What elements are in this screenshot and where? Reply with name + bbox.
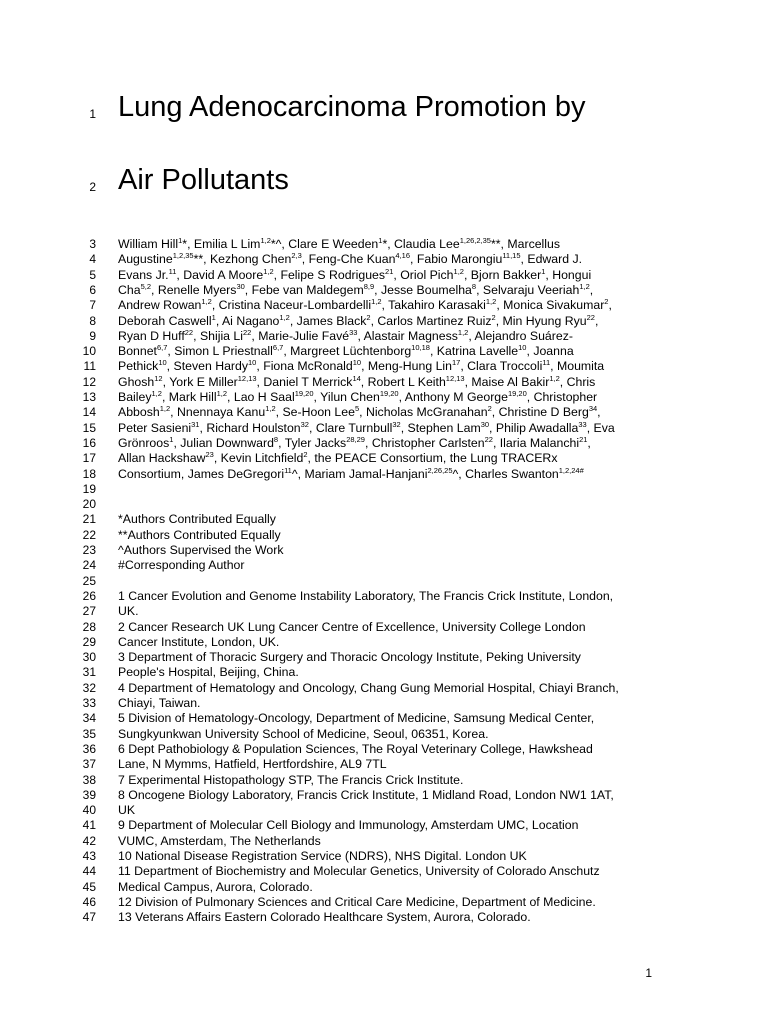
- line-number: 17: [82, 451, 96, 466]
- line-number: 42: [82, 833, 96, 848]
- manuscript-line: 10 National Disease Registration Service (NDRS), NHS Digital. London UK: [118, 849, 527, 863]
- line-number: 7: [89, 298, 96, 313]
- line-number: 37: [82, 757, 96, 772]
- manuscript-line: 11 Department of Biochemistry and Molecular Genetics, University of Colorado Anschutz: [118, 864, 600, 879]
- line-number: 43: [82, 849, 96, 863]
- line-number: 18: [82, 466, 96, 481]
- line-number: 44: [82, 864, 96, 879]
- manuscript-line: William Hill$^1$*, Emilia L Lim$^{1,2}$*^, Clare E Weeden$^1$*, Claudia Lee$^{1,26,2,35}$**, Marcellus: [118, 236, 561, 251]
- manuscript-line: 13 Veterans Affairs Eastern Colorado Healthcare System, Aurora, Colorado.: [118, 910, 531, 925]
- manuscript-line: 1 Cancer Evolution and Genome Instability Laboratory, The Francis Crick Institute, London,: [118, 588, 614, 603]
- line-number: 22: [82, 527, 96, 542]
- manuscript-line: 6 Dept Pathobiology & Population Sciences, The Royal Veterinary College, Hawkshead: [118, 741, 593, 756]
- manuscript-line: UK.: [118, 604, 139, 619]
- line-number: 39: [82, 787, 96, 802]
- line-number: 3: [89, 237, 96, 251]
- manuscript-line: Consortium, James DeGregori$^{11}$^, Mariam Jamal-Hanjani$^{2,26,25}$^, Charles Swanton$^{1,2,24\#}$: [118, 465, 584, 481]
- manuscript-line: VUMC, Amsterdam, The Netherlands: [118, 833, 321, 848]
- line-number: 6: [89, 282, 96, 297]
- line-number: 21: [82, 512, 96, 527]
- line-number: 12: [82, 374, 96, 389]
- manuscript-line: *Authors Contributed Equally: [118, 512, 276, 527]
- line-number: 41: [82, 818, 96, 833]
- line-number: 16: [82, 435, 96, 450]
- line-number: 40: [82, 803, 96, 818]
- line-number: 2: [89, 180, 96, 194]
- manuscript-line: Lane, N Mymms, Hatfield, Hertfordshire, AL9 7TL: [118, 757, 387, 772]
- manuscript-line: **Authors Contributed Equally: [118, 527, 281, 542]
- line-number: 38: [82, 772, 96, 787]
- manuscript-line: Augustine$^{1,2,35}$**, Kezhong Chen$^{2,3}$, Feng-Che Kuan$^{4,16}$, Fabio Marongiu$^{11,15}$, Edward J.: [118, 251, 583, 267]
- manuscript-line: Ghosh$^{12}$, York E Miller$^{12,13}$, Daniel T Merrick$^{14}$, Robert L Keith$^{12,13}$, Maise Al Bakir$^{1,2}$, Chris: [118, 373, 596, 389]
- manuscript-line: 8 Oncogene Biology Laboratory, Francis Crick Institute, 1 Midland Road, London NW1 1AT,: [118, 787, 614, 802]
- line-number: 29: [82, 634, 96, 649]
- line-number: 13: [82, 390, 96, 404]
- line-number: 31: [82, 665, 96, 680]
- paper-title-line-1: Lung Adenocarcinoma Promotion by: [118, 91, 586, 123]
- line-number: 10: [82, 344, 96, 359]
- manuscript-line: Chiayi, Taiwan.: [118, 696, 201, 710]
- line-number: 24: [82, 558, 96, 573]
- manuscript-line: Ryan D Huff$^{22}$, Shijia Li$^{22}$, Marie-Julie Favé$^{33}$, Alastair Magness$^{1,2}$, Alejandro Suárez-: [118, 327, 573, 343]
- line-number: 8: [89, 313, 96, 328]
- line-number: 46: [82, 894, 96, 909]
- line-number: 19: [82, 481, 96, 496]
- manuscript-line: 7 Experimental Histopathology STP, The Francis Crick Institute.: [118, 772, 464, 787]
- manuscript-line: 5 Division of Hematology-Oncology, Department of Medicine, Samsung Medical Center,: [118, 711, 595, 726]
- line-number: 26: [82, 588, 96, 603]
- manuscript-line: Cha$^{5,2}$, Renelle Myers$^{30}$, Febe van Maldegem$^{8,9}$, Jesse Boumelha$^8$, Selvaraju Veeriah$^{1,2}$,: [118, 281, 594, 297]
- manuscript-line: Abbosh$^{1,2}$, Nnennaya Kanu$^{1,2}$, Se-Hoon Lee$^5$, Nicholas McGranahan$^2$, Christine D Berg$^{34}$,: [118, 404, 601, 420]
- line-number: 23: [82, 543, 96, 557]
- page-number: 1: [645, 966, 652, 980]
- manuscript-line: 2 Cancer Research UK Lung Cancer Centre of Excellence, University College London: [118, 619, 586, 634]
- manuscript-line: 9 Department of Molecular Cell Biology and Immunology, Amsterdam UMC, Location: [118, 818, 579, 833]
- manuscript-line: Andrew Rowan$^{1,2}$, Cristina Naceur-Lombardelli$^{1,2}$, Takahiro Karasaki$^{1,2}$, Monica Sivakumar$^2$,: [118, 297, 612, 313]
- manuscript-line: Peter Sasieni$^{31}$, Richard Houlston$^{32}$, Clare Turnbull$^{32}$, Stephen Lam$^{30}$, Philip Awadalla$^{33}$, Eva: [118, 419, 615, 435]
- line-number: 9: [89, 328, 96, 343]
- manuscript-line: Medical Campus, Aurora, Colorado.: [118, 879, 313, 894]
- manuscript-line: Deborah Caswell$^1$, Ai Nagano$^{1,2}$, James Black$^2$, Carlos Martinez Ruiz$^2$, Min Hyung Ryu$^{22}$,: [118, 312, 599, 328]
- line-number: 28: [82, 619, 96, 634]
- line-number: 15: [82, 420, 96, 435]
- manuscript-line: Grönroos$^1$, Julian Downward$^8$, Tyler Jacks$^{28,29}$, Christopher Carlsten$^{22}$, Ilaria Malanchi$^{21}$,: [118, 434, 591, 450]
- manuscript-line: UK: [118, 803, 136, 818]
- manuscript-line: Bailey$^{1,2}$, Mark Hill$^{1,2}$, Lao H Saal$^{19,20}$, Yilun Chen$^{19,20}$, Anthony M George$^{19,20}$, Christopher: [118, 389, 598, 404]
- line-number: 33: [82, 696, 96, 710]
- manuscript-line: Cancer Institute, London, UK.: [118, 634, 280, 649]
- line-number: 1: [89, 107, 96, 121]
- manuscript-line: Pethick$^{10}$, Steven Hardy$^{10}$, Fiona McRonald$^{10}$, Meng-Hung Lin$^{17}$, Clara Troccoli$^{11}$, Moumita: [118, 358, 605, 374]
- line-number: 35: [82, 726, 96, 741]
- line-number: 5: [89, 267, 96, 282]
- line-number: 30: [82, 650, 96, 665]
- manuscript-line: 3 Department of Thoracic Surgery and Thoracic Oncology Institute, Peking University: [118, 650, 581, 665]
- line-number: 32: [82, 680, 96, 695]
- manuscript-line: Allan Hackshaw$^{23}$, Kevin Litchfield$^2$, the PEACE Consortium, the Lung TRACERx: [118, 450, 558, 466]
- line-number: 36: [82, 741, 96, 756]
- line-number: 20: [82, 497, 96, 512]
- line-number: 4: [89, 252, 96, 267]
- line-number: 34: [82, 711, 96, 726]
- manuscript-line: Bonnet$^{6,7}$, Simon L Priestnall$^{6,7}$, Margreet Lüchtenborg$^{10,18}$, Katrina Lavelle$^{10}$, Joanna: [118, 343, 574, 359]
- manuscript-line: ^Authors Supervised the Work: [118, 543, 284, 557]
- manuscript-line: Sungkyunkwan University School of Medicine, Seoul, 06351, Korea.: [118, 726, 489, 741]
- manuscript-line: #Corresponding Author: [118, 558, 245, 573]
- line-number: 14: [82, 405, 96, 420]
- manuscript-line: 4 Department of Hematology and Oncology, Chang Gung Memorial Hospital, Chiayi Branch,: [118, 680, 619, 695]
- line-number: 25: [82, 573, 96, 588]
- manuscript-line: People's Hospital, Beijing, China.: [118, 665, 299, 680]
- line-number: 27: [82, 604, 96, 619]
- paper-title-line-2: Air Pollutants: [118, 164, 289, 196]
- line-number: 11: [83, 359, 96, 374]
- manuscript-line: Evans Jr.$^{11}$, David A Moore$^{1,2}$, Felipe S Rodrigues$^{21}$, Oriol Pich$^{1,2}$, Bjorn Bakker$^1$, Hongui: [118, 266, 592, 282]
- manuscript-line: 12 Division of Pulmonary Sciences and Critical Care Medicine, Department of Medicine.: [118, 894, 596, 909]
- line-number: 45: [82, 879, 96, 894]
- line-number: 47: [82, 910, 96, 925]
